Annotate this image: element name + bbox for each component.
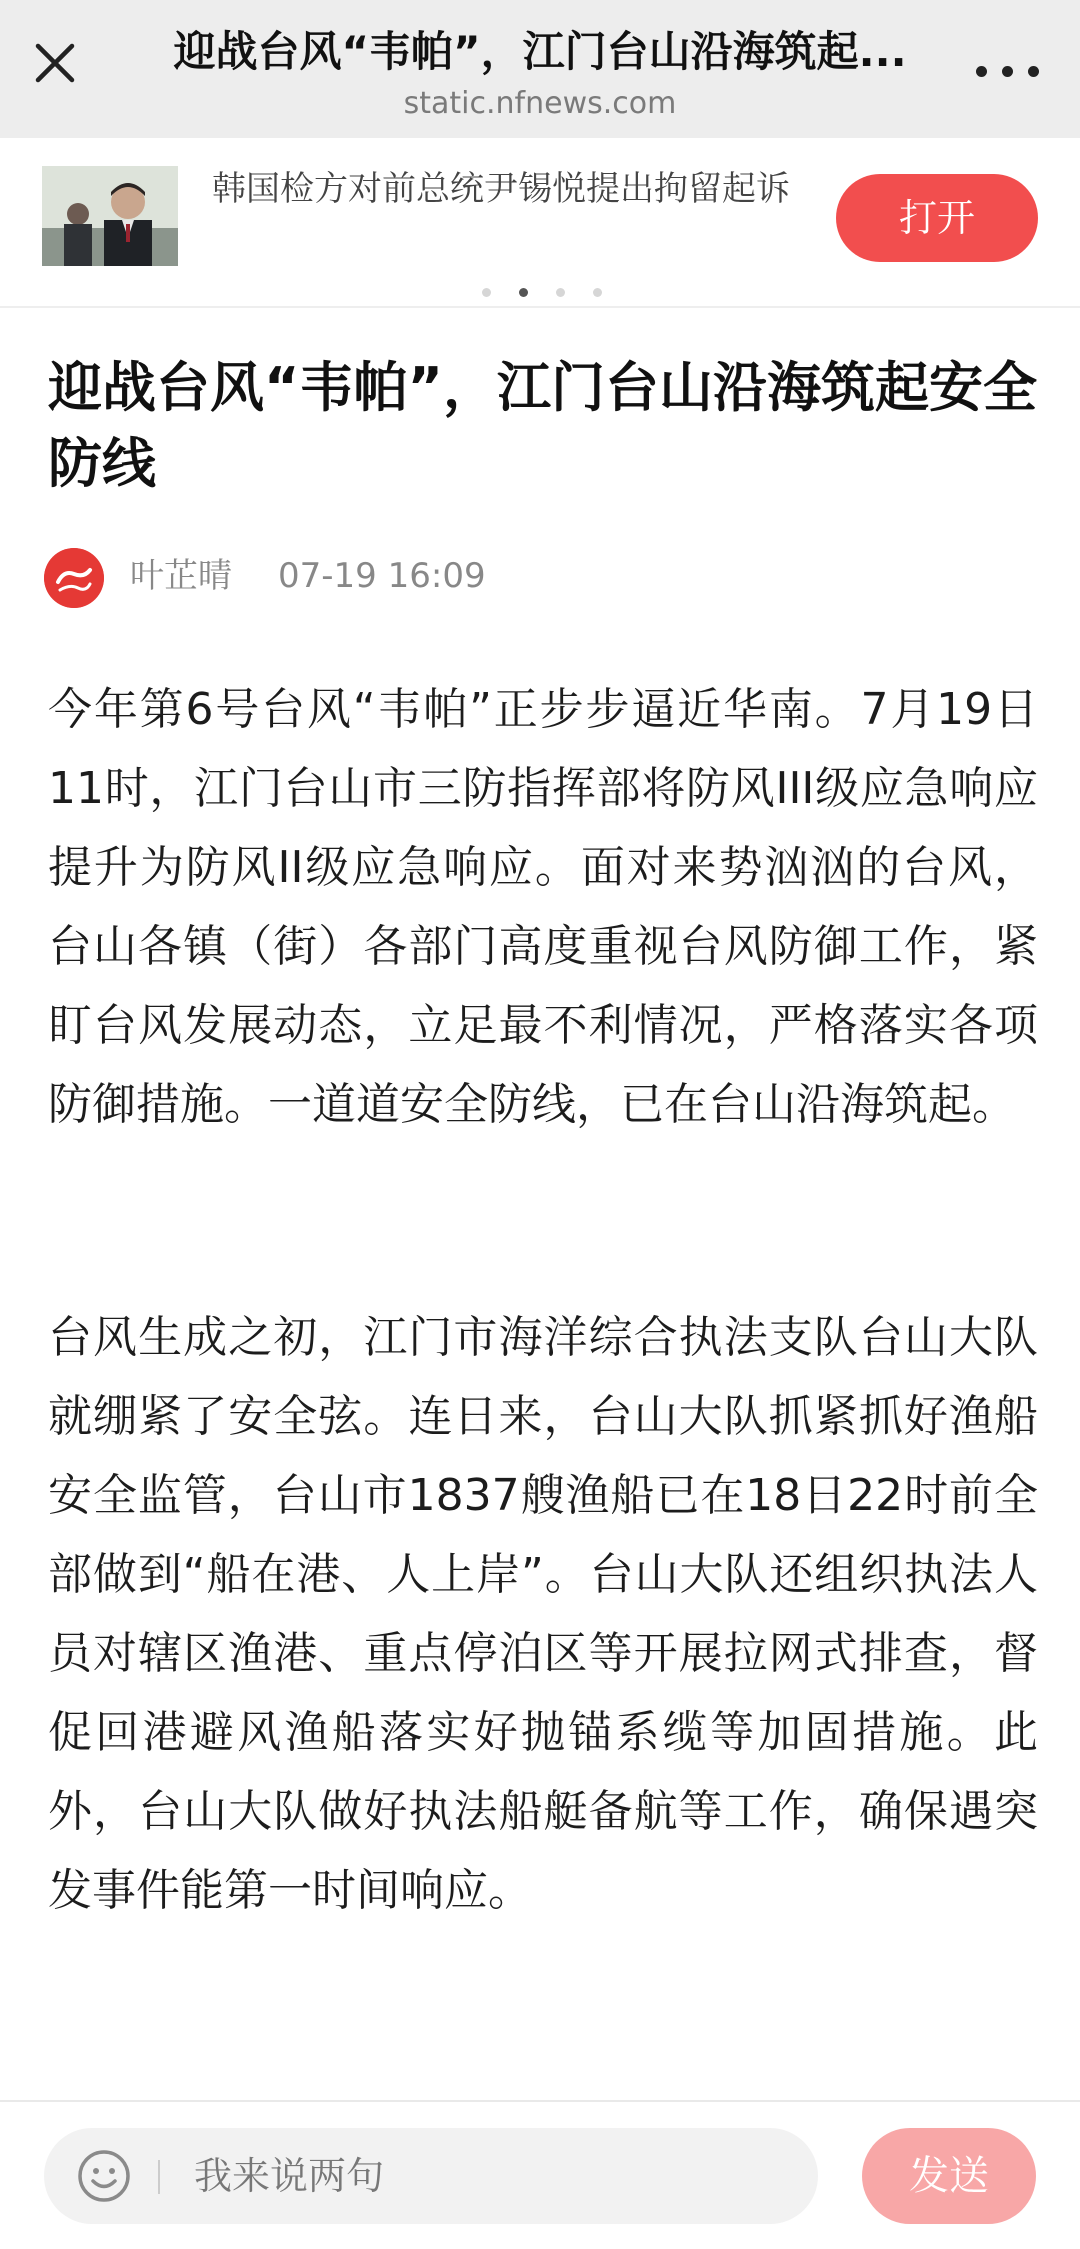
send-button[interactable]: 发送 (862, 2128, 1036, 2224)
comment-bar (0, 2100, 1080, 2249)
comment-input[interactable] (44, 2128, 818, 2224)
news-promo-banner[interactable] (0, 138, 1080, 308)
more-icon (1028, 66, 1039, 77)
emoji-icon (74, 2146, 134, 2206)
banner-headline[interactable]: 韩国检方对前总统尹锡悦提出拘留起诉 (212, 169, 790, 209)
more-icon (976, 66, 987, 77)
article-paragraph: 台风生成之初，江门市海洋综合执法支队台山大队就绷紧了安全弦。连日来，台山大队抓紧抓好渔船安全监管，台山市1837艘渔船已在18日22时前全部做到“船在港、人上岸”。台山大队还组织执法人员对辖区渔港、重点停泊区等开展拉网式排查，督促回港避风渔船落实好抛锚系缆等加固措施。此外，台山大队做好执法船艇备航等工作，确保遇突发事件能第一时间响应。 (48, 1312, 1038, 1916)
author-avatar[interactable] (44, 548, 104, 608)
open-app-button[interactable]: 打开 (836, 174, 1038, 262)
carousel-dot (556, 288, 565, 297)
comment-placeholder: 我来说两句 (194, 2154, 385, 2198)
input-divider (158, 2160, 160, 2194)
more-icon (1002, 66, 1013, 77)
more-options-button[interactable] (972, 46, 1042, 90)
carousel-dot (482, 288, 491, 297)
browser-top-bar (0, 0, 1080, 138)
article-paragraph: 今年第6号台风“韦帕”正步步逼近华南。7月19日11时，江门台山市三防指挥部将防风III级应急响应提升为防风II级应急响应。面对来势汹汹的台风，台山各镇（街）各部门高度重视台风防御工作，紧盯台风发展动态，立足最不利情况，严格落实各项防御措施。一道道安全防线，已在台山沿海筑起。 (48, 684, 1038, 1130)
carousel-dot-active (519, 288, 528, 297)
news-thumbnail (42, 166, 178, 266)
publish-time: 07-19 16:09 (278, 556, 486, 596)
author-name[interactable]: 叶芷晴 (130, 556, 232, 596)
page-title: 迎战台风“韦帕”，江门台山沿海筑起... (173, 27, 907, 76)
close-button[interactable] (22, 30, 88, 96)
close-icon (22, 30, 88, 96)
page-url: static.nfnews.com (403, 86, 677, 121)
carousel-dot (593, 288, 602, 297)
carousel-indicator (470, 288, 610, 300)
emoji-button[interactable] (74, 2146, 134, 2206)
article-title: 迎战台风“韦帕”，江门台山沿海筑起安全防线 (48, 356, 1037, 495)
